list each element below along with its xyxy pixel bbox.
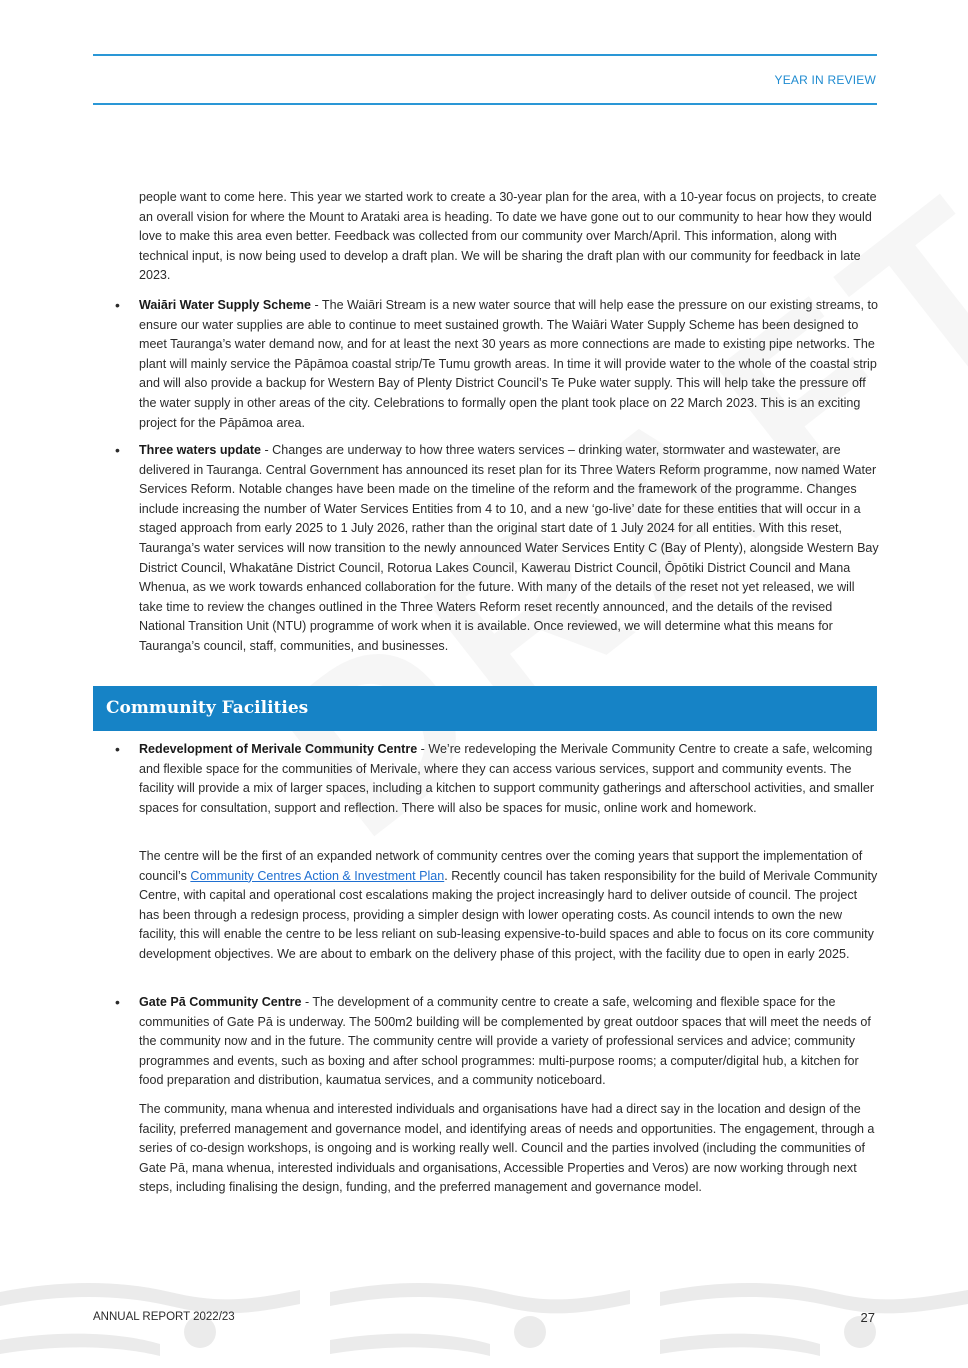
paragraph-continued: people want to come here. This year we started work to create a 30-year plan for the area, with a 10-year focus on projects, to create an overall vision for where the Mount to Arataki area is heading. To date we have gone out to our community to hear how they would love to make this area even better. Feedback was collected from our community over March/April. This information, along with technical input, is now being used to develop a draft plan. We will be sharing the draft plan with our community for feedback in late 2023. (139, 190, 877, 283)
bullet-text: - The development of a community centre to create a safe, welcoming and flexible space for the communities of Gate Pā is underway. The 500m2 building will be complemented by great outdoor spaces that will meet the needs of the community now and in the future. The community centre will provide a variety of professional services and advice; community programmes and events, such as boxing and after school programmes: multi-purpose rooms; a computer/digital hub, a kitchen for food preparation and distribution, kaumatua services, and a community noticeboard. (139, 995, 871, 1088)
bullet (115, 296, 123, 304)
bullet-three-waters-update (139, 441, 879, 657)
running-header: YEAR IN REVIEW (774, 73, 876, 87)
paragraph-text: The centre will be the first of an expanded network of community centres over the coming years that support the implementation of council’s (139, 849, 863, 883)
page-number: 27 (860, 1310, 875, 1325)
bullet-lead: Redevelopment of Merivale Community Centre (139, 742, 418, 756)
bullet (115, 993, 123, 1001)
paragraph-gate-pa-engagement: The community, mana whenua and interested individuals and organisations have had a direct say in the location and design of the facility, preferred management and governance model, and identifying areas of needs and opportunities. The engagement, through a series of co-design workshops, is ongoing and is working really well. Council and the parties involved (including the communities of Gate Pā, mana whenua, interested individuals and organisations, Accessible Properties and Veros) are now working through next steps, including finalising the design, funding, and the preferred management and governance model. (139, 1102, 875, 1195)
bullet-lead: Waiāri Water Supply Scheme (139, 298, 311, 312)
bullet-text: - The Waiāri Stream is a new water source that will help ease the pressure on our existing streams, to ensure our water supplies are able to continue to meet sustained growth. The Waiāri Water Supply Scheme has been designed to meet Tauranga’s water demand now, and for at least the next 30 years as more connections are made to existing pipe networks. The plant will mainly service the Pāpāmoa coastal strip/Te Tumu growth areas. In time it will provide water to the whole of the coastal strip and will also provide a backup for Western Bay of Plenty District Council’s Te Puke water supply. This will help take the pressure off the water supply in other areas of the city. Celebrations to formally open the plant took place on 22 March 2023. This is an exciting project for the Pāpāmoa area. (139, 298, 878, 430)
bullet-text: - We’re redeveloping the Merivale Community Centre to create a safe, welcoming and flexible space for the communities of Merivale, where they can access various services, support and community events. The facility will provide a mix of larger spaces, including a kitchen to support community gatherings and afterschool activities, and smaller spaces for consultation, support and reflection. There will also be spaces for music, online work and homework. (139, 742, 875, 815)
community-centres-plan-link[interactable]: Community Centres Action & Investment Plan (190, 868, 445, 883)
bullet-gate-pa-community-centre (139, 993, 879, 1091)
section-title: Community Facilities (106, 698, 309, 718)
paragraph-text: . Recently council has taken responsibility for the build of Merivale Community Centre, with capital and operational cost escalations making the project increasingly hard to deliver outside of council. The project has been through a redesign process, providing a simpler design with lower operating costs. As council intends to own the new facility, this will enable the centre to be less reliant on sub-leasing expensive-to-build spaces and able to focus on its core community development objectives. We are about to embark on the delivery phase of this project, with the facility due to open in early 2025. (139, 868, 878, 961)
bullet-waiari-water-supply (139, 296, 879, 433)
header-rule-top (93, 54, 877, 56)
paragraph-merivale-detail (139, 847, 879, 965)
bullet-text: - Changes are underway to how three waters services – drinking water, stormwater and wastewater, are delivered in Tauranga. Central Government has announced its reset plan for its Three Waters Reform programme, now named Water Services Reform. Notable changes have been made on the timeline of the reform and the framework of the programme. Changes include increasing the number of Water Services Entities from 4 to 10, and a new ‘go-live’ date for these entities that will occur in a staged approach from early 2025 to 1 July 2026, rather than the original start date of 1 July 2024 for all entities. With this reset, Tauranga’s water services will now transition to the newly announced Water Services Entity C (Bay of Plenty), alongside Western Bay District Council, Whakatāne District Council, Rotorua Lakes Council, Kawerau District Council, Ōpōtiki District Council and Mana Whenua, as we work towards enhanced collaboration for the future. With many of the details of the reset not yet released, we will take time to review the changes outlined in the Three Waters Reform reset recently announced, and the details of the revised National Transition Unit (NTU) programme of work when it is available. Once reviewed, we will determine what this means for Tauranga’s council, staff, communities, and businesses. (139, 443, 879, 653)
bullet (115, 441, 123, 449)
bullet-merivale-community-centre (139, 740, 879, 818)
footer-report-title: ANNUAL REPORT 2022/23 (93, 1311, 235, 1323)
bullet-lead: Gate Pā Community Centre (139, 995, 302, 1009)
bullet-lead: Three waters update (139, 443, 262, 457)
bullet (115, 740, 123, 748)
header-rule-bottom (93, 103, 877, 105)
